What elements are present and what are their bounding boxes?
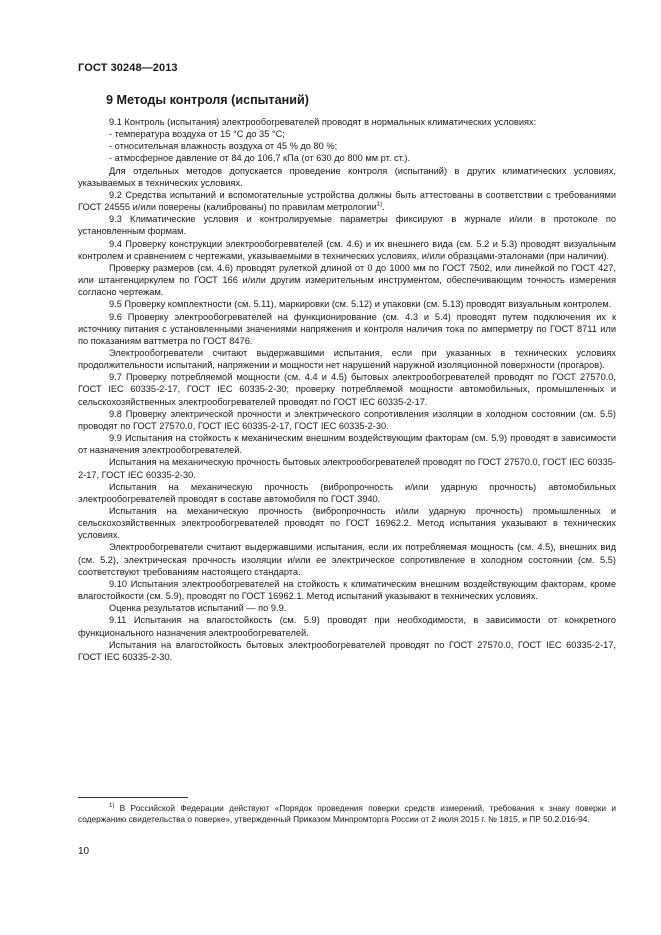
paragraph: Для отдельных методов допускается проведение контроля (испытаний) в других климатических условиях, указываемых в технических условиях. <box>78 165 616 188</box>
paragraph: Оценка результатов испытаний — по 9.9. <box>109 603 287 614</box>
paragraph: 9.7 Проверку потребляемой мощности (см. 4.4 и 4.5) бытовых электрообогревателей проводят по ГОСТ 27570.0, ГОСТ IEC 60335-2-17, ГОСТ IEC 60335-2-30; проверку потребляемой мощности автомобильных, промышленных и сельскохозяйственных электрообогревателей проводят по ГОСТ IEC 60335-2-17. <box>78 372 616 407</box>
paragraph: Электрообогреватели считают выдержавшими испытания, если при указанных в технических условиях продолжительности испытаний, напряжении и мощности нет нарушений наружной изоляционной поверхности (прогаров). <box>78 347 616 371</box>
paragraph: 9.11 Испытания на влагостойкость (см. 5.9) проводят при необходимости, в зависимости от конкретного функционального назначения электрообогревателей. <box>78 615 616 638</box>
footnote <box>78 803 616 825</box>
paragraph: 9.5 Проверку комплектности (см. 5.11), маркировки (см. 5.12) и упаковки (см. 5.13) проводят визуальным контролем. <box>109 299 612 310</box>
footnote-divider <box>78 797 188 798</box>
paragraph: Проверку размеров (см. 4.6) проводят рулеткой длиной от 0 до 1000 мм по ГОСТ 7502, или линейкой по ГОСТ 427, или штангенциркулем по ГОСТ 166 и/или другим измерительным инструментом, обеспечивающим точность измерения согласно чертежам. <box>78 262 616 298</box>
paragraph-text: 9.2 Средства испытаний и вспомогательные устройства должны быть аттестованы в соответствии с требованиями ГОСТ 24555 и/или поверены (калиброваны) по правилам метрологии <box>78 189 616 213</box>
paragraph: Испытания на механическую прочность бытовых электрообогревателей проводят по ГОСТ 27570.0, ГОСТ IEC 60335-2-17, ГОСТ IEC 60335-2-30. <box>78 457 616 480</box>
list-item: - температура воздуха от 15 °С до 35 °С; <box>109 129 285 140</box>
section-title: 9 Методы контроля (испытаний) <box>106 93 309 107</box>
paragraph: 9.6 Проверку электрообогревателей на функционирование (см. 4.3 и 5.4) проводят путем подключения их к источнику питания с установленными значениями напряжения и контроля наличия тока по амперметру по ГОСТ 8711 или по показаниям ваттметра по ГОСТ 8476. <box>78 311 616 346</box>
paragraph: 9.9 Испытания на стойкость к механическим внешним воздействующим факторам (см. 5.9) проводят в зависимости от назначения электрообогревателей. <box>78 433 616 456</box>
paragraph: 9.10 Испытания электрообогревателей на стойкость к климатическим внешним воздействующим факторам, кроме влагостойкости (см. 5.9), проводят по ГОСТ 16962.1. Метод испытаний указывают в технических условиях. <box>78 578 616 602</box>
footnote-text: В Российской Федерации действуют «Порядок проведения поверки средств измерений, требования к знаку поверки и содержанию свидетельства о поверке», утвержденный Приказом Минпромторга России от 2 июля 2015 г. № 1815, и ПР 50.2.016-94. <box>78 803 616 824</box>
list-item: - атмосферное давление от 84 до 106,7 кПа (от 630 до 800 мм рт. ст.). <box>109 153 411 164</box>
paragraph: 9.8 Проверку электрической прочности и электрического сопротивления изоляции в холодном состоянии (см. 5.5) проводят по ГОСТ 27570.0, ГОСТ IEC 60335-2-17, ГОСТ IEC 60335-2-30. <box>78 408 616 431</box>
paragraph: 9.4 Проверку конструкции электрообогревателей (см. 4.6) и их внешнего вида (см. 5.2 и 5.3) проводят визуальным контролем и сравнением с чертежами, указываемыми в технических условиях, и/или образцами-эталонами (при наличии). <box>78 238 616 261</box>
paragraph-with-footnote: 9.2 Средства испытаний и вспомогательные устройства должны быть аттестованы в соответствии с требованиями ГОСТ 24555 и/или поверены (калиброваны) по правилам метрологии$^{1)}$. <box>78 189 616 213</box>
list-item: - относительная влажность воздуха от 45 % до 80 %; <box>109 141 338 152</box>
document-header: ГОСТ 30248—2013 <box>78 62 178 74</box>
footnote-paragraph <box>78 803 616 825</box>
page-number: 10 <box>78 846 90 857</box>
paragraph: 9.1 Контроль (испытания) электрообогревателей проводят в нормальных климатических условиях: <box>109 117 537 127</box>
paragraph: Испытания на механическую прочность (вибропрочность и/или ударную прочность) промышленных и сельскохозяйственных электрообогревателей проводят по ГОСТ 16962.2. Метод испытания указывают в технических условиях. <box>78 506 616 541</box>
paragraph: Электрообогреватели считают выдержавшими испытания, если их потребляемая мощность (см. 4.5), внешних вид (см. 5.2), электрическая прочность изоляции и/или ее электрическое сопротивление в холодном состоянии (см. 5.5) соответствуют требованиям настоящего стандарта. <box>78 542 616 577</box>
paragraph: Испытания на механическую прочность (вибропрочность и/или ударную прочность) автомобильных электрообогревателей проводят в составе автомобиля по ГОСТ 3940. <box>78 481 616 504</box>
paragraph: 9.3 Климатические условия и контролируемые параметры фиксируют в журнале и/или в протоколе по установленным формам. <box>78 214 616 237</box>
footnote-marker: 1) <box>109 803 115 810</box>
paragraph: Испытания на влагостойкость бытовых электрообогревателей проводят по ГОСТ 27570.0, ГОСТ IEC 60335-2-17, ГОСТ IEC 60335-2-30. <box>78 639 616 662</box>
section-body <box>78 116 616 663</box>
footnote-reference: 1) <box>376 202 383 209</box>
